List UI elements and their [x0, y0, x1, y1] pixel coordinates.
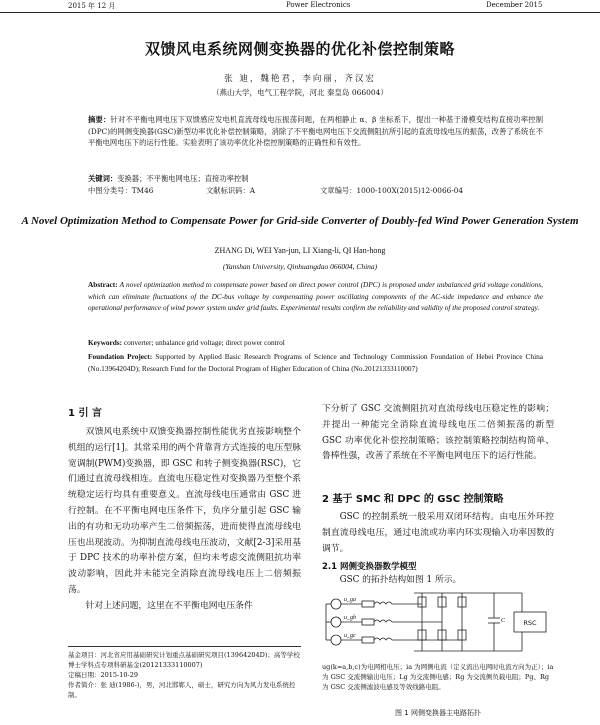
footnote-fund: 基金项目：河北省应用基础研究计划重点基础研究项目(13964204D)；高等学校博士学科点专项科研基金(20121333110007): [68, 651, 300, 669]
foundation-en: [88, 351, 543, 374]
header-journal: Power Electronics: [286, 1, 351, 9]
keywords-en-text: converter; unbalance grid voltage; direct power control: [123, 338, 285, 347]
abstract-cn-text: 针对不平衡电网电压下双馈感应发电机直流母线电压振荡问题，在两相静止 α、β 坐标系下，提出一种基于滑模变结构直接功率控制(DPC)的网侧变换器(GSC)新型功率优化补偿控制策略，消除了不平衡电网电压下交流侧阻抗所引起的直流母线电压的振荡，改善了系统在不平衡电网电压下的运行性能。实验表明了该功率优化补偿控制策略的正确性和有效性。: [88, 115, 544, 148]
article-number: 文章编号：1000-100X(2015)12-0066-04: [320, 186, 463, 195]
section-1-paragraph-1: 双馈风电系统中双馈变换器控制性能优劣直接影响整个机组的运行[1]。其常采用的两个背靠背方式连接的电压型脉宽调制(PWM)变换器，即 GSC 和转子侧变换器(RSC)，它们通过直流母线相连。直流电压稳定性对变换器乃至整个系统稳定运行均具有重要意义。直流母线电压通常由 GSC 进行控制。在不平衡电网电压条件下，负序分量引起 GSC 输出的有功和无功功率产生二倍频振荡，进而使得直流母线电压也出现波动。为抑制直流母线电压波动，文献[2-3]采用基于 DPC 技术的功率补偿方案，但均未考虑交流侧阻抗功率波动影响，因此并未能完全消除直流母线电压上二倍频振荡。: [68, 427, 301, 595]
footnote-date: 定稿日期：2015-10-29: [68, 671, 138, 679]
foundation-en-label: Foundation Project:: [88, 352, 153, 361]
header-date-en: December 2015: [486, 1, 543, 9]
abstract-cn: [88, 114, 543, 149]
footnote: [68, 646, 301, 700]
source-a-label: u_ga: [344, 597, 356, 603]
left-column: [68, 425, 301, 643]
subsection-2-1-heading: 2.1 网侧变换器数学模型: [322, 562, 417, 572]
header-date-cn: 2015 年 12 月: [68, 2, 116, 10]
capacitor-label: C: [501, 618, 506, 624]
source-b-label: u_gb: [344, 615, 356, 621]
figure-notes: ug(k=a,b,c)为电网相电压；ia 为网侧电流（定义流出电网时电流方向为正）；ia 为 GSC 交流侧输出电压；Lg 为交流侧电感；Rg 为交流侧负载电阻；Pg、Rg 为 GSC 交流侧滤波电感及等效线路电阻。: [322, 663, 554, 691]
authors-cn: 张 迪，魏艳君，李向丽，齐汉宏: [224, 74, 376, 84]
section-2-heading: 2 基于 SMC 和 DPC 的 GSC 控制策略: [322, 494, 504, 505]
paper-title-en: A Novel Optimization Method to Compensate Power for Grid-side Converter of Doubly-fed Wind Power Generation System: [21, 215, 579, 227]
section-2-text: [322, 510, 554, 558]
source-b-icon: [331, 617, 341, 627]
rsc-label: RSC: [523, 619, 537, 627]
subsection-2-1-text: [322, 573, 554, 589]
gsc-topology-figure: [322, 590, 554, 654]
authors-en: ZHANG Di, WEI Yan-jun, LI Xiang-li, QI Han-hong: [214, 246, 386, 255]
section-1-heading: 1 引 言: [68, 408, 102, 419]
affiliation-en: (Yanshan University, Qinhuangdao 066004, China): [222, 262, 378, 271]
keywords-en: [88, 338, 543, 347]
abstract-en-label: Abstract:: [88, 280, 118, 289]
subsection-2-1-paragraph: GSC 的拓扑结构如图 1 所示。: [339, 575, 462, 585]
source-c-icon: [331, 635, 341, 645]
abstract-en: [88, 279, 543, 314]
document-code: 文献标识码：A: [206, 186, 256, 195]
section-1-paragraph-2: 针对上述问题，这里在不平衡电网电压条件: [85, 600, 253, 611]
affiliation-cn: （燕山大学，电气工程学院，河北 秦皇岛 066004）: [212, 88, 388, 97]
keywords-cn-label: 关键词：: [88, 174, 118, 183]
page-header: [0, 0, 600, 13]
right-column-continuation: [322, 402, 554, 482]
keywords-en-label: Keywords:: [88, 338, 123, 347]
footnote-author: 作者简介：张 迪(1986-)，男，河北邯郸人，硕士，研究方向为风力发电系统控制。: [68, 681, 296, 699]
abstract-en-text: A novel optimization method to compensate power based on direct power control (DPC) is proposed under unbalanced grid voltage conditions, which can eliminate fluctuations of the DC-bus voltage by compensating power oscillating components of the AC-side impedance and enhance the operational performance of wind power system under grid faults. Experimental results confirm the reliability and validity of the proposed control strategy.: [88, 280, 544, 313]
section-2-paragraph: GSC 的控制系统一般采用双闭环结构。由电压外环控制直流母线电压，通过电流或功率内环实现输入功率因数的调节。: [322, 512, 554, 554]
foundation-en-text: Supported by Applied Basic Research Programs of Science and Technology Commission Foundation of Hebei Province China (No.13964204D); Research Fund for the Doctoral Program of Higher Education of China (No.20121333110007): [88, 352, 543, 373]
abstract-cn-label: 摘要：: [88, 115, 111, 124]
keywords-cn-text: 变换器；不平衡电网电压；直接功率控制: [117, 174, 249, 183]
clc-number: 中图分类号：TM46: [88, 186, 154, 195]
source-a-icon: [331, 599, 341, 609]
source-c-label: u_gc: [344, 633, 356, 639]
paper-title-cn: 双馈风电系统网侧变换器的优化补偿控制策略: [144, 40, 455, 58]
section-1-continuation: 下分析了 GSC 交流侧阻抗对直流母线电压稳定性的影响；并提出一种能完全消除直流母线电压二倍频振荡的新型 GSC 功率优化补偿控制策略；该控制策略控制结构简单、鲁棒性强，改善了系统在不平衡电网电压下的运行性能。: [322, 404, 554, 462]
figure-1-caption: 图 1 网侧变换器主电路拓扑: [395, 709, 481, 717]
keywords-cn: [88, 174, 543, 184]
